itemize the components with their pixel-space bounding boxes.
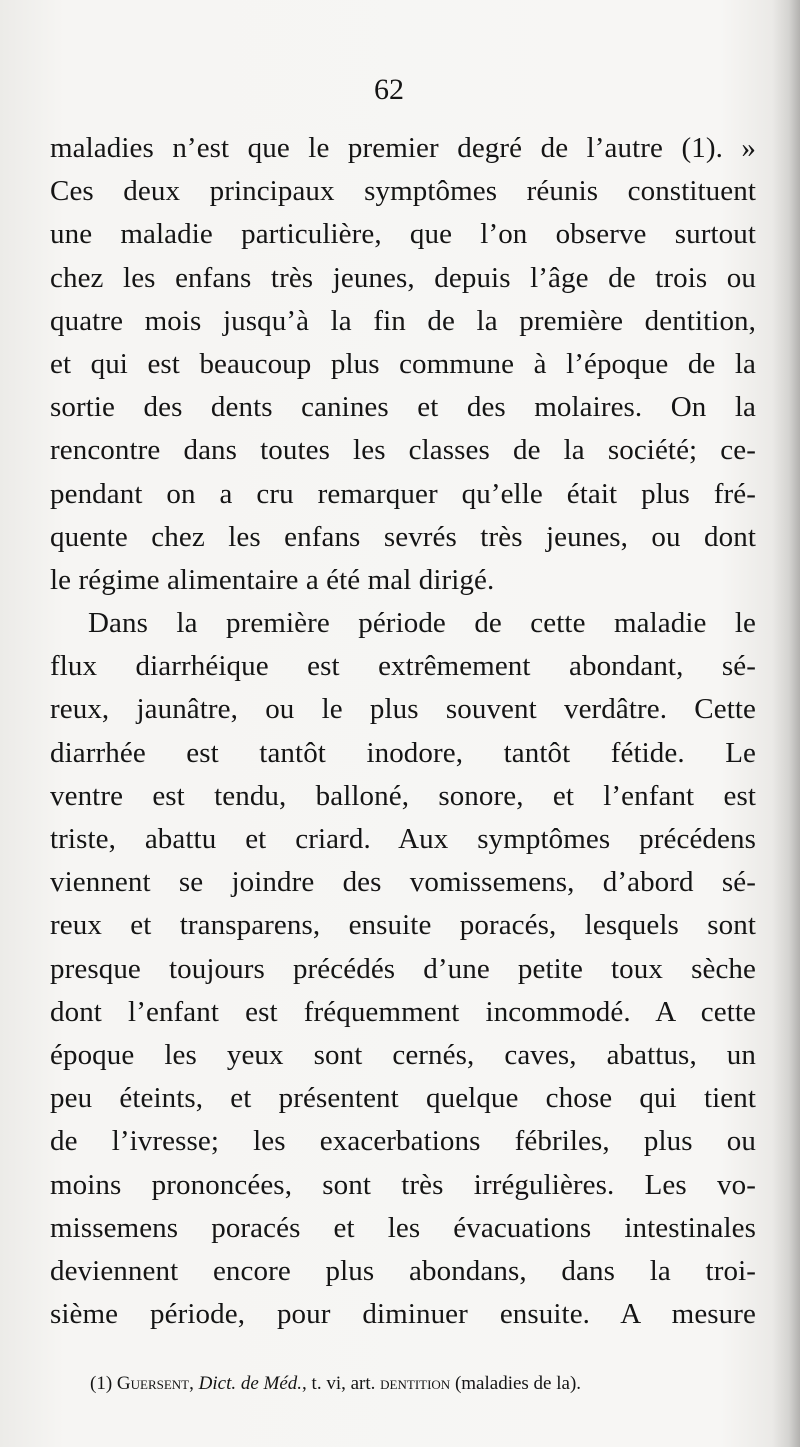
text-line: diarrhée est tantôt inodore, tantôt fétide. Le [50, 736, 756, 769]
footnote-volume: t. vi, [311, 1373, 346, 1394]
text-line: sième période, pour diminuer ensuite. A mesure [50, 1298, 756, 1331]
text-line: peu éteints, et présentent quelque chose qui tient [50, 1082, 756, 1115]
text-line: maladies n’est que le premier degré de l’autre (1). » [50, 132, 756, 164]
text-line: flux diarrhéique est extrêmement abondant, sé- [50, 650, 756, 683]
footnote-article: dentition [380, 1373, 451, 1394]
text-line: et qui est beaucoup plus commune à l’époque de la [50, 347, 756, 380]
text-line: Ces deux principaux symptômes réunis constituent [50, 175, 756, 208]
text-line: missemens poracés et les évacuations intestinales [50, 1211, 756, 1244]
text-line: presque toujours précédés d’une petite toux sèche [50, 952, 756, 985]
text-line: chez les enfans très jeunes, depuis l’âge de trois ou [50, 261, 756, 294]
footnote-suffix: (maladies de la). [454, 1373, 582, 1394]
footnote: (1) Guersent, Dict. de Méd., t. vi, art. dentition (maladies de la). [90, 1373, 582, 1394]
text-line: reux, jaunâtre, ou le plus souvent verdâtre. Cette [50, 693, 756, 726]
text-line: rencontre dans toutes les classes de la société; ce- [50, 434, 756, 467]
text-line: reux et transparens, ensuite poracés, lesquels sont [50, 909, 756, 942]
footnote-work: Dict. de Méd. [198, 1373, 303, 1394]
text-line: le régime alimentaire a été mal dirigé. [50, 563, 495, 596]
text-line: Dans la première période de cette maladie le [88, 607, 756, 640]
text-line: quatre mois jusqu’à la fin de la première dentition, [50, 304, 756, 337]
text-line: ventre est tendu, balloné, sonore, et l’enfant est [50, 779, 756, 812]
text-line: sortie des dents canines et des molaires. On la [50, 391, 756, 424]
footnote-marker: (1) [90, 1373, 113, 1394]
text-line: pendant on a cru remarquer qu’elle était plus fré- [50, 477, 756, 510]
footnote-author: Guersent [116, 1373, 190, 1394]
text-line: époque les yeux sont cernés, caves, abattus, un [50, 1038, 756, 1071]
text-line: deviennent encore plus abondans, dans la troi- [50, 1254, 756, 1287]
text-line: une maladie particulière, que l’on observe surtout [50, 218, 756, 251]
page-number: 62 [374, 73, 404, 106]
footnote-article-prefix: art. [350, 1373, 376, 1394]
body-text [50, 127, 756, 1336]
text-line: de l’ivresse; les exacerbations fébriles, plus ou [50, 1125, 756, 1158]
text-line: triste, abattu et criard. Aux symptômes précédens [50, 823, 756, 855]
text-line: viennent se joindre des vomissemens, d’abord sé- [50, 866, 756, 899]
text-line: dont l’enfant est fréquemment incommodé. A cette [50, 995, 756, 1028]
text-line: quente chez les enfans sevrés très jeunes, ou dont [50, 520, 756, 553]
page-edge-shadow [772, 0, 800, 1447]
text-line: moins prononcées, sont très irrégulières. Les vo- [50, 1168, 756, 1201]
